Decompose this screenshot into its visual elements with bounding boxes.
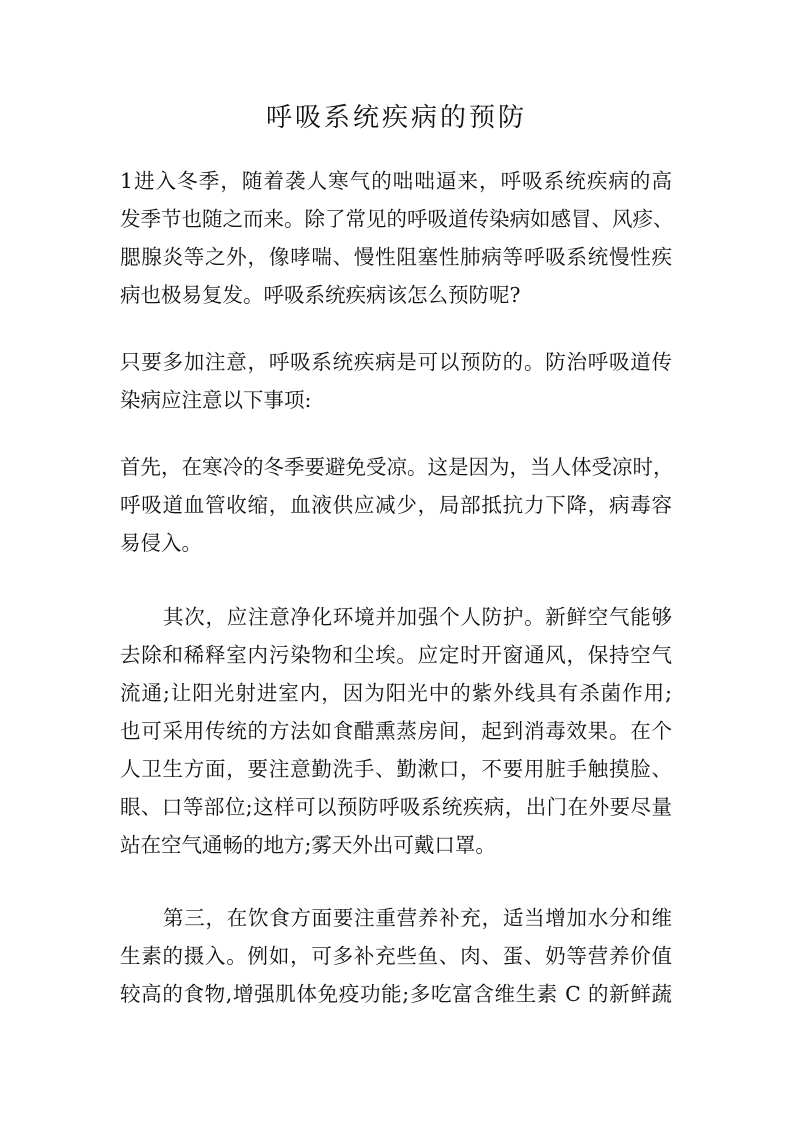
paragraph-line: 只要多加注意，呼吸系统疾病是可以预防的。防治呼吸道传 [120,350,672,374]
paragraph-line: 第三，在饮食方面要注重营养补充，适当增加水分和维 [163,906,672,930]
paragraph-line: 人卫生方面，要注意勤洗手、勤漱口，不要用脏手触摸脸、 [120,757,672,781]
paragraph-first-point [120,448,672,562]
paragraph-intro [120,162,672,314]
paragraph-line: 染病应注意以下事项: [120,388,312,412]
paragraph-line: 其次，应注意净化环境并加强个人防护。新鲜空气能够 [163,605,672,629]
paragraph-line: 流通;让阳光射进室内，因为阳光中的紫外线具有杀菌作用; [120,681,672,705]
paragraph-line: 1进入冬季，随着袭人寒气的咄咄逼来，呼吸系统疾病的高 [120,169,672,193]
paragraph-line: 易侵入。 [120,531,202,555]
paragraph-prevention-note [120,343,672,419]
paragraph-line: 发季节也随之而来。除了常见的呼吸道传染病如感冒、风疹、 [120,207,674,231]
paragraph-second-point [120,598,672,864]
paragraph-line: 也可采用传统的方法如食醋熏蒸房间，起到消毒效果。在个 [120,719,672,743]
paragraph-line: 去除和稀释室内污染物和尘埃。应定时开窗通风，保持空气 [120,643,672,667]
paragraph-line: 首先，在寒冷的冬季要避免受凉。这是因为，当人体受凉时， [120,455,674,479]
paragraph-line: 眼、口等部位;这样可以预防呼吸系统疾病，出门在外要尽量 [120,795,672,819]
paragraph-third-point [120,899,672,1013]
paragraph-line: 病也极易复发。呼吸系统疾病该怎么预防呢? [120,283,521,307]
paragraph-line: 生素的摄入。例如，可多补充些鱼、肉、蛋、奶等营养价值 [120,944,672,968]
paragraph-line: 较高的食物,增强肌体免疫功能;多吃富含维生素 C 的新鲜蔬 [120,982,672,1006]
paragraph-line: 站在空气通畅的地方;雾天外出可戴口罩。 [120,833,496,857]
paragraph-line: 腮腺炎等之外，像哮喘、慢性阻塞性肺病等呼吸系统慢性疾 [120,245,672,269]
paragraph-line: 呼吸道血管收缩，血液供应减少，局部抵抗力下降，病毒容 [120,493,672,517]
document-title: 呼吸系统疾病的预防 [265,103,527,133]
